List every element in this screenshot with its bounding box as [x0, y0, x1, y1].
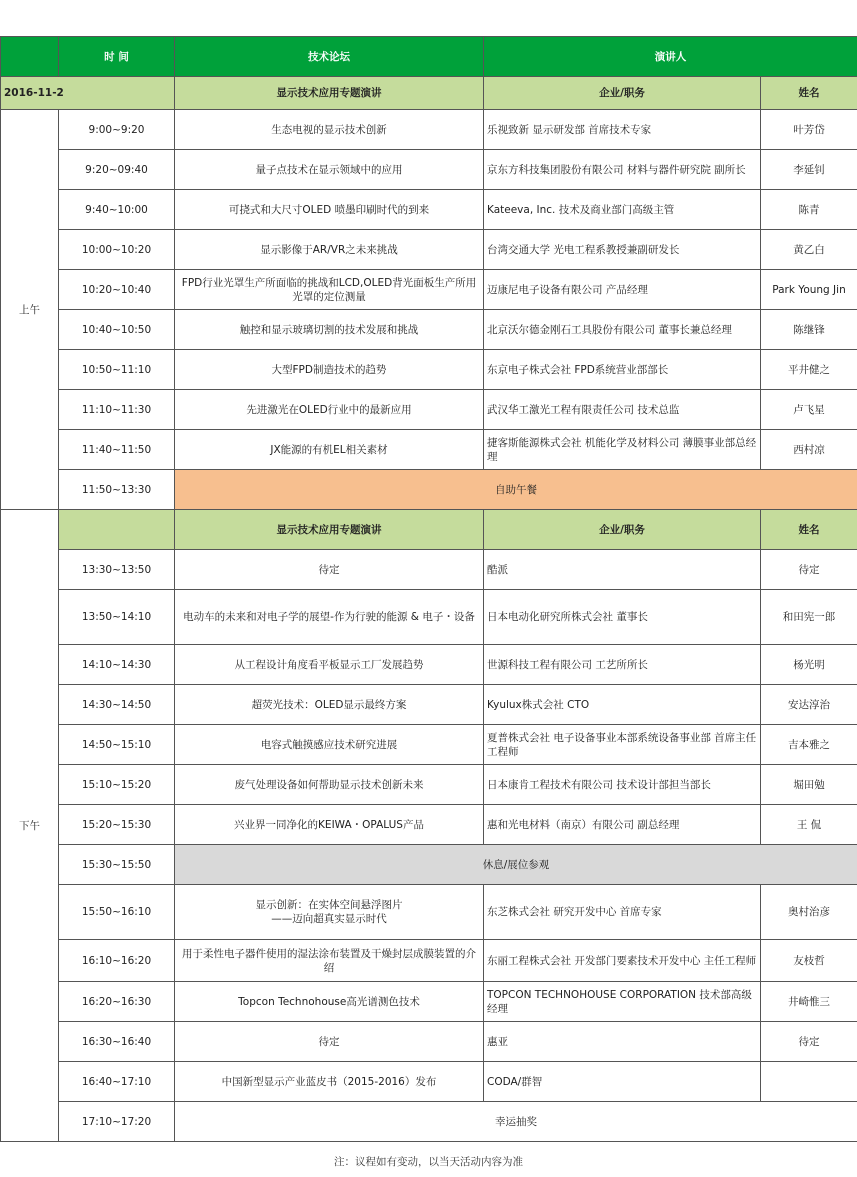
- topic-cell: 待定: [175, 1022, 484, 1062]
- topic-cell: JX能源的有机EL相关素材: [175, 430, 484, 470]
- subheader-topic: 显示技术应用专题演讲: [175, 77, 484, 110]
- name-cell: 叶芳岱: [761, 110, 857, 150]
- table-row: [1, 805, 857, 845]
- time-cell: 14:10~14:30: [59, 645, 175, 685]
- subheader-name: 姓名: [761, 510, 857, 550]
- table-row: [1, 37, 857, 77]
- subheader-name: 姓名: [761, 77, 857, 110]
- subheader-time-blank: [59, 510, 175, 550]
- name-cell: 安达淳治: [761, 685, 857, 725]
- lottery-label: 幸运抽奖: [175, 1102, 857, 1142]
- table-row: [1, 1022, 857, 1062]
- table-row: [1, 77, 857, 110]
- topic-cell: 待定: [175, 550, 484, 590]
- topic-cell: 超荧光技术：OLED显示最终方案: [175, 685, 484, 725]
- table-row: [1, 982, 857, 1022]
- topic-cell: 量子点技术在显示领域中的应用: [175, 150, 484, 190]
- header-time: 时 间: [59, 37, 175, 77]
- company-cell: CODA/群智: [484, 1062, 761, 1102]
- company-cell: 北京沃尔德金刚石工具股份有限公司 董事长兼总经理: [484, 310, 761, 350]
- topic-cell: 先进激光在OLED行业中的最新应用: [175, 390, 484, 430]
- company-cell: 京东方科技集团股份有限公司 材料与器件研究院 副所长: [484, 150, 761, 190]
- lottery-time: 17:10~17:20: [59, 1102, 175, 1142]
- topic-cell: 触控和显示玻璃切割的技术发展和挑战: [175, 310, 484, 350]
- period-am: 上午: [1, 110, 59, 510]
- lunch-label: 自助午餐: [175, 470, 857, 510]
- name-cell: 西村凉: [761, 430, 857, 470]
- name-cell: 待定: [761, 1022, 857, 1062]
- table-row: [1, 390, 857, 430]
- company-cell: 东芝株式会社 研究开发中心 首席专家: [484, 885, 761, 940]
- company-cell: 日本电动化研究所株式会社 董事长: [484, 590, 761, 645]
- topic-cell: 中国新型显示产业蓝皮书（2015-2016）发布: [175, 1062, 484, 1102]
- table-row: [1, 845, 857, 885]
- topic-cell: 从工程设计角度看平板显示工厂发展趋势: [175, 645, 484, 685]
- table-row: [1, 940, 857, 982]
- time-cell: 13:30~13:50: [59, 550, 175, 590]
- time-cell: 10:00~10:20: [59, 230, 175, 270]
- name-cell: 黄乙白: [761, 230, 857, 270]
- topic-cell: Topcon Technohouse高光谱测色技术: [175, 982, 484, 1022]
- time-cell: 10:50~11:10: [59, 350, 175, 390]
- table-row: [1, 765, 857, 805]
- time-cell: 15:20~15:30: [59, 805, 175, 845]
- period-pm: 下午: [1, 510, 59, 1142]
- table-row: [1, 190, 857, 230]
- topic-cell: 电容式触摸感应技术研究进展: [175, 725, 484, 765]
- time-cell: 16:20~16:30: [59, 982, 175, 1022]
- table-row: [1, 110, 857, 150]
- company-cell: 夏普株式会社 电子设备事业本部系统设备事业部 首席主任工程师: [484, 725, 761, 765]
- company-cell: 世源科技工程有限公司 工艺所所长: [484, 645, 761, 685]
- time-cell: 9:20~09:40: [59, 150, 175, 190]
- time-cell: 11:10~11:30: [59, 390, 175, 430]
- company-cell: 捷客斯能源株式会社 机能化学及材料公司 薄膜事业部总经理: [484, 430, 761, 470]
- table-row: [1, 230, 857, 270]
- time-cell: 11:40~11:50: [59, 430, 175, 470]
- company-cell: Kateeva, Inc. 技术及商业部门高级主管: [484, 190, 761, 230]
- subheader-company: 企业/职务: [484, 77, 761, 110]
- company-cell: 惠和光电材料（南京）有限公司 副总经理: [484, 805, 761, 845]
- company-cell: 武汉华工激光工程有限责任公司 技术总监: [484, 390, 761, 430]
- header-blank: [1, 37, 59, 77]
- header-forum: 技术论坛: [175, 37, 484, 77]
- subheader-topic: 显示技术应用专题演讲: [175, 510, 484, 550]
- name-cell: 陈青: [761, 190, 857, 230]
- date-cell: 2016-11-2: [1, 77, 175, 110]
- time-cell: 16:40~17:10: [59, 1062, 175, 1102]
- time-cell: 9:00~9:20: [59, 110, 175, 150]
- company-cell: 迈康尼电子设备有限公司 产品经理: [484, 270, 761, 310]
- time-cell: 16:30~16:40: [59, 1022, 175, 1062]
- company-cell: 惠亚: [484, 1022, 761, 1062]
- time-cell: 9:40~10:00: [59, 190, 175, 230]
- table-row: [1, 350, 857, 390]
- time-cell: 14:30~14:50: [59, 685, 175, 725]
- subheader-company: 企业/职务: [484, 510, 761, 550]
- name-cell: 陈继锋: [761, 310, 857, 350]
- topic-cell: 显示创新：在实体空间悬浮图片 ——迈向超真实显示时代: [175, 885, 484, 940]
- name-cell: 吉本雅之: [761, 725, 857, 765]
- name-cell: 杨光明: [761, 645, 857, 685]
- footnote: 注：议程如有变动，以当天活动内容为准: [334, 1156, 523, 1168]
- table-row: [1, 685, 857, 725]
- name-cell: 井崎惟三: [761, 982, 857, 1022]
- table-row: [1, 510, 857, 550]
- company-cell: 酷派: [484, 550, 761, 590]
- topic-cell: 兴业界一同净化的KEIWA・OPALUS产品: [175, 805, 484, 845]
- table-row: [1, 725, 857, 765]
- rest-label: 休息/展位参观: [175, 845, 857, 885]
- time-cell: 10:40~10:50: [59, 310, 175, 350]
- company-cell: 东京电子株式会社 FPD系统营业部部长: [484, 350, 761, 390]
- table-row: [1, 1062, 857, 1102]
- table-row: [1, 470, 857, 510]
- table-row: [1, 885, 857, 940]
- topic-cell: 显示影像于AR/VR之未来挑战: [175, 230, 484, 270]
- company-cell: 乐视致新 显示研发部 首席技术专家: [484, 110, 761, 150]
- topic-cell: 电动车的未来和对电子学的展望-作为行驶的能源 & 电子・设备: [175, 590, 484, 645]
- time-cell: 13:50~14:10: [59, 590, 175, 645]
- table-row: [1, 645, 857, 685]
- rest-time: 15:30~15:50: [59, 845, 175, 885]
- table-row: [1, 270, 857, 310]
- topic-cell: 用于柔性电子器件使用的湿法涂布装置及干燥封层成膜装置的介绍: [175, 940, 484, 982]
- header-speaker: 演讲人: [484, 37, 857, 77]
- time-cell: 10:20~10:40: [59, 270, 175, 310]
- table-row: [1, 430, 857, 470]
- name-cell: 友枝哲: [761, 940, 857, 982]
- table-row: [1, 150, 857, 190]
- table-row: [1, 550, 857, 590]
- name-cell: 李延钊: [761, 150, 857, 190]
- topic-cell: 大型FPD制造技术的趋势: [175, 350, 484, 390]
- table-row: [1, 590, 857, 645]
- name-cell: 待定: [761, 550, 857, 590]
- time-cell: 15:10~15:20: [59, 765, 175, 805]
- lunch-time: 11:50~13:30: [59, 470, 175, 510]
- time-cell: 15:50~16:10: [59, 885, 175, 940]
- time-cell: 16:10~16:20: [59, 940, 175, 982]
- table-row: [1, 1102, 857, 1142]
- time-cell: 14:50~15:10: [59, 725, 175, 765]
- company-cell: TOPCON TECHNOHOUSE CORPORATION 技术部高级经理: [484, 982, 761, 1022]
- name-cell: 奥村治彦: [761, 885, 857, 940]
- topic-cell: 可挠式和大尺寸OLED 喷墨印刷时代的到来: [175, 190, 484, 230]
- topic-cell: 废气处理设备如何帮助显示技术创新未来: [175, 765, 484, 805]
- name-cell: 王 侃: [761, 805, 857, 845]
- name-cell: Park Young Jin: [761, 270, 857, 310]
- company-cell: 台湾交通大学 光电工程系教授兼副研发长: [484, 230, 761, 270]
- agenda-body: [1, 37, 857, 1142]
- name-cell: 堀田勉: [761, 765, 857, 805]
- company-cell: Kyulux株式会社 CTO: [484, 685, 761, 725]
- topic-cell: 生态电视的显示技术创新: [175, 110, 484, 150]
- name-cell: [761, 1062, 857, 1102]
- topic-cell: FPD行业光罩生产所面临的挑战和LCD,OLED背光面板生产所用光罩的定位测量: [175, 270, 484, 310]
- company-cell: 日本康肯工程技术有限公司 技术设计部担当部长: [484, 765, 761, 805]
- agenda-table: [0, 36, 857, 1142]
- name-cell: 卢飞星: [761, 390, 857, 430]
- name-cell: 和田宪一郎: [761, 590, 857, 645]
- name-cell: 平井健之: [761, 350, 857, 390]
- table-row: [1, 310, 857, 350]
- company-cell: 东丽工程株式会社 开发部门要素技术开发中心 主任工程师: [484, 940, 761, 982]
